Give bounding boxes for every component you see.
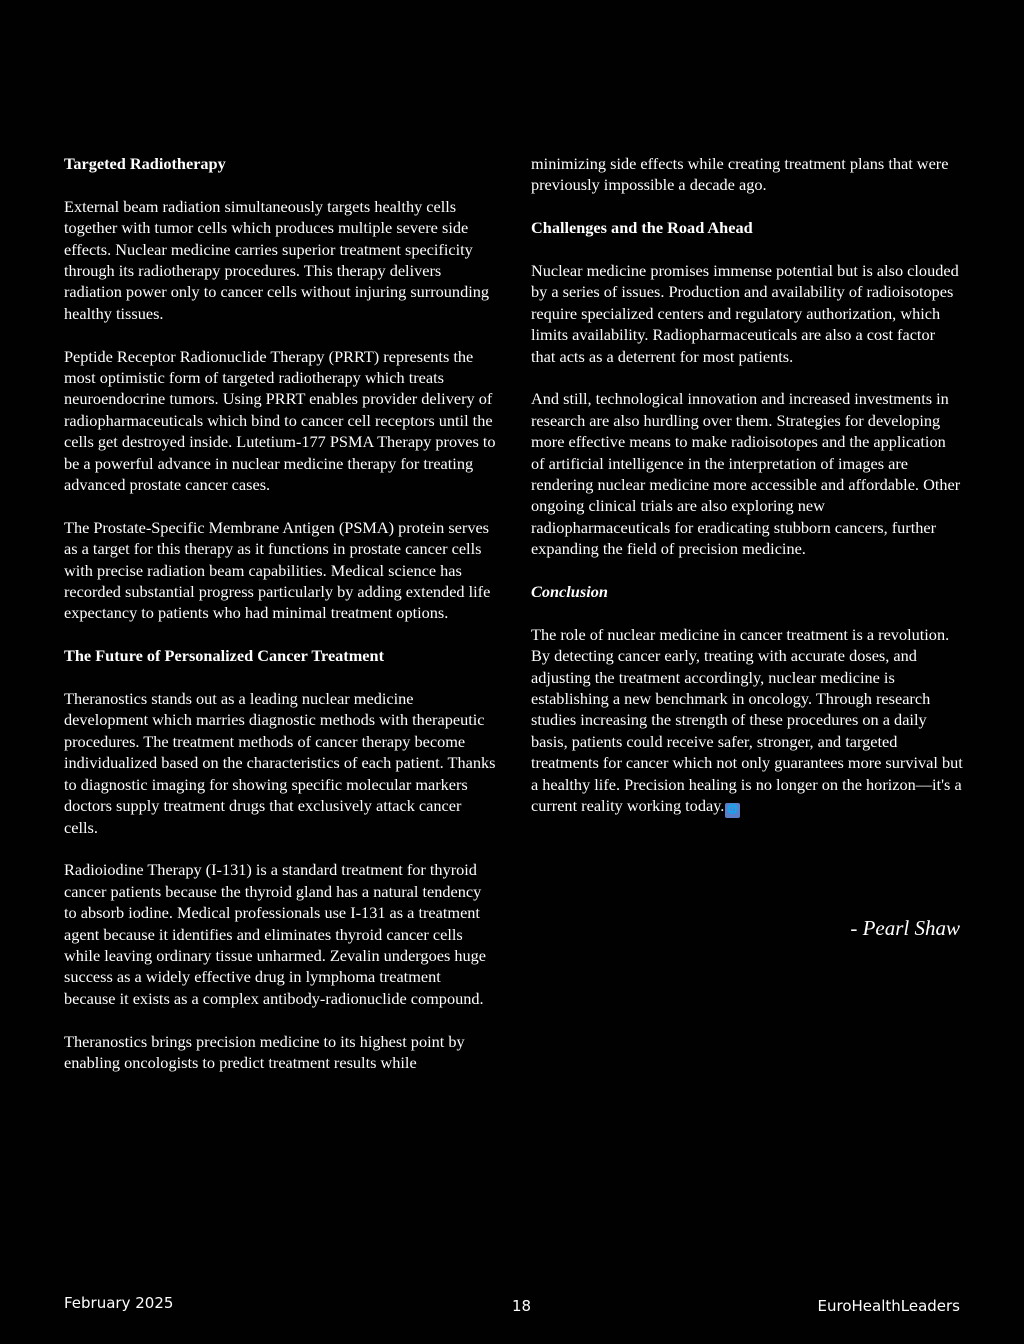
left-column: [64, 153, 496, 1095]
paragraph-external-beam: External beam radiation simultaneously targets healthy cells together with tumor cells which produces multiple severe side effects. Nuclear medicine carries superior treatment specificity through its radiotherapy procedures. This therapy delivers radiation power only to cancer cells without injuring surrounding healthy tissues.: [64, 196, 490, 323]
paragraph-psma: The Prostate-Specific Membrane Antigen (PSMA) protein serves as a target for this therapy as it functions in prostate cancer cells with precise radiation beam capabilities. Medical science has recorded substantial progress particularly by adding extended life expectancy to patients who had minimal treatment options.: [64, 517, 491, 623]
paragraph-theranostics: Theranostics stands out as a leading nuclear medicine development which marries diagnostic methods with therapeutic procedures. The treatment methods of cancer therapy become individualized based on the characteristics of each patient. Thanks to diagnostic imaging for showing specific molecular markers doctors supply treatment drugs that exclusively attack cancer cells.: [64, 689, 496, 837]
footer-date: February 2025: [64, 1294, 174, 1312]
heading-conclusion: Conclusion: [531, 582, 608, 602]
paragraph-precision-medicine: Theranostics brings precision medicine to its highest point by enabling oncologists to predict treatment results while: [64, 1031, 465, 1072]
right-column: [531, 153, 963, 840]
heading-future-personalized: The Future of Personalized Cancer Treatment: [64, 646, 384, 666]
paragraph-prrt: Peptide Receptor Radionuclide Therapy (PRRT) represents the most optimistic form of targeted radiotherapy which treats neuroendocrine tumors. Using PRRT enables provider delivery of radiopharmaceuticals which bind to cancer cell receptors until the cells get destroyed inside. Lutetium-177 PSMA Therapy proves to be a powerful advance in nuclear medicine therapy for treating advanced prostate cancer cases.: [64, 346, 496, 495]
heading-challenges: Challenges and the Road Ahead: [531, 218, 753, 238]
paragraph-radioiodine: Radioiodine Therapy (I-131) is a standard treatment for thyroid cancer patients because the thyroid gland has a natural tendency to absorb iodine. Medical professionals use I-131 as a treatment agent because it identifies and eliminates thyroid cancer cells while leaving ordinary tissue unharmed. Zevalin undergoes huge success as a widely effective drug in lymphoma treatment because it exists as a complex antibody-radionuclide compound.: [64, 860, 486, 1008]
paragraph-innovation: And still, technological innovation and increased investments in research are also hurdling over them. Strategies for developing more effective means to make radioisotopes and the application of artificial intelligence in the interpretation of images are rendering nuclear medicine more accessible and affordable. Other ongoing clinical trials are also exploring new radiopharmaceuticals for eradicating stubborn cancers, further expanding the field of precision medicine.: [531, 389, 961, 559]
paragraph-challenges: Nuclear medicine promises immense potential but is also clouded by a series of issues. Production and availability of radioisotopes require specialized centers and regulatory authorization, which limits availability. Radiopharmaceuticals are also a cost factor that acts as a deterrent for most patients.: [531, 261, 959, 366]
paragraph-minimizing-side-effects: minimizing side effects while creating treatment plans that were previously impossible a decade ago.: [531, 154, 949, 195]
heading-targeted-radiotherapy: Targeted Radiotherapy: [64, 154, 226, 173]
globe-icon: 🌐: [725, 803, 740, 818]
conclusion-text: The role of nuclear medicine in cancer treatment is a revolution. By detecting cancer early, treating with accurate doses, and adjusting the treatment accordingly, nuclear medicine is establishing a new benchmark in oncology. Through research studies increasing the strength of these procedures on a daily basis, patients could receive safer, stronger, and targeted treatments for cancer which not only guarantees more survival but a healthy life. Precision healing is no longer on the horizon—it's a current reality working today.: [531, 624, 963, 816]
author-signature: - Pearl Shaw: [850, 916, 960, 940]
footer-page-number: 18: [512, 1297, 532, 1315]
footer-publication: EuroHealthLeaders: [817, 1297, 960, 1315]
paragraph-conclusion: [531, 624, 963, 818]
